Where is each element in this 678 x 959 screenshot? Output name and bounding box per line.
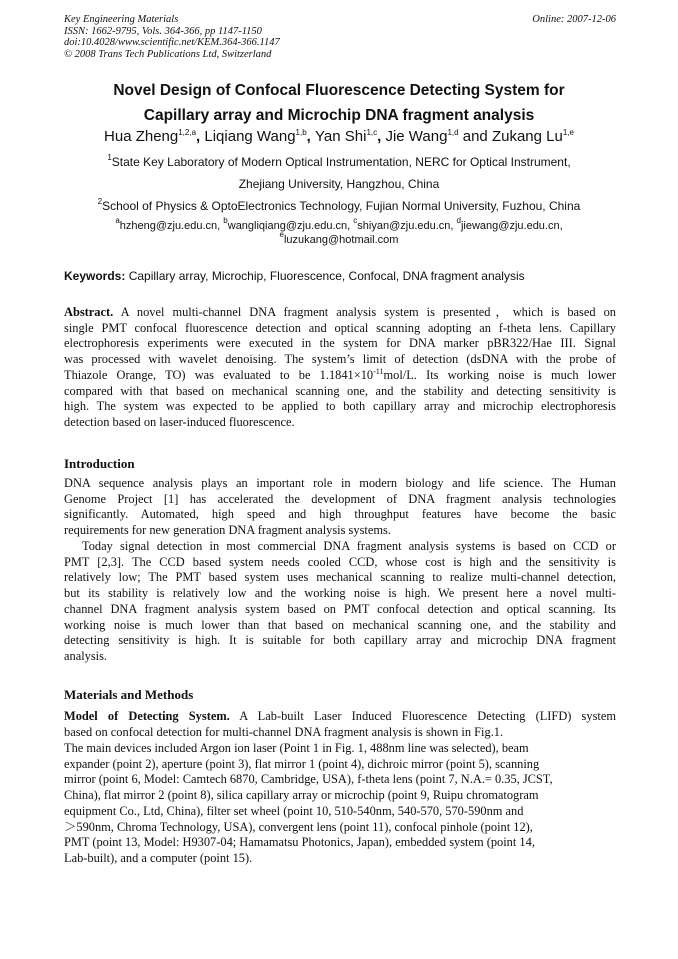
body-text: PMT (point 13, Model: H9307-04; Hamamatsu Photonics, Japan), embedded system (point 14,: [64, 835, 535, 850]
introduction-paragraph-1: [64, 476, 616, 539]
body-text: channel DNA fragment analysis system based on PMT confocal detection and optical scanning. Its: [64, 601, 616, 616]
abstract-text: A novel multi-channel DNA fragment analysis system is presented，which is based on: [113, 305, 616, 319]
body-text: detecting sensitivity is high. It is suitable for both capillary array and microchip DNA fragment: [64, 633, 616, 648]
body-text: DNA sequence analysis plays an important role in modern biology and life science. The Human: [64, 476, 616, 490]
abstract-text: mol/L. Its working noise is much lower: [383, 367, 616, 382]
abstract-text: compared with that based on mechanical scanning one, and the stability and detecting sensitivity is: [64, 383, 616, 398]
body-text: working noise is much lower than that based on mechanical scanning one, and the stability and: [64, 617, 616, 632]
abstract-text: electrophoresis experiments were executed in the system for DNA marker pBR322/Hae III. Signal: [64, 336, 616, 351]
body-text: based on confocal detection for multi-channel DNA fragment analysis is shown in Fig.1.: [64, 724, 504, 739]
journal-header: [64, 14, 616, 60]
journal-issn: ISSN: 1662-9795, Vols. 364-366, pp 1147-1150: [64, 25, 262, 37]
author-sup: 1,d: [447, 128, 459, 137]
author-and: and: [458, 128, 492, 145]
body-text: analysis.: [64, 648, 108, 663]
body-text: relatively low; The PMT based system uses mechanical scanning to realize multi-channel detection,: [64, 570, 616, 585]
email-sup: b: [223, 216, 228, 225]
email-sup: c: [353, 216, 358, 225]
body-text: PMT [2,3]. The CCD based system needs cooled CCD, whose cost is high and the sensitivity is: [64, 554, 616, 569]
journal-name: Key Engineering Materials: [64, 14, 179, 25]
email-link[interactable]: jiewang@zju.edu.cn: [460, 220, 560, 232]
title-line-1: Novel Design of Confocal Fluorescence Detecting System for: [113, 82, 565, 99]
affiliation-2: [64, 199, 614, 213]
abstract-text: was processed with wavelet denoising. The system’s limit of detection (dsDNA with the probe of: [64, 352, 616, 367]
body-text: requirements for new generation DNA fragment analysis systems.: [64, 523, 391, 538]
email-link[interactable]: hzheng@zju.edu.cn: [119, 220, 218, 232]
abstract-text: Thiazole Orange, TO) was evaluated to be 1.1841×10: [64, 367, 374, 382]
body-text: Genome Project [1] has accelerated the development of DNA fragment analysis technologies: [64, 491, 616, 506]
email-list: [64, 216, 614, 247]
email-sup: a: [115, 216, 120, 225]
subsection-label: Model of Detecting System.: [64, 709, 230, 723]
author-list: [64, 127, 614, 147]
keywords-label: Keywords:: [64, 269, 126, 283]
email-sup: e: [279, 230, 284, 239]
email-separator: ,: [217, 220, 224, 232]
author-name: Jie Wang: [385, 128, 448, 145]
body-text: significantly. Automated, high speed and high throughput features have become the basic: [64, 507, 616, 522]
journal-doi: doi:10.4028/www.scientific.net/KEM.364-366.1147: [64, 37, 280, 48]
online-date: Online: 2007-12-06: [532, 14, 616, 25]
author-name: Liqiang Wang: [204, 128, 296, 145]
email-separator: ,: [347, 220, 354, 232]
abstract-text: high. The system was expected to be applied to both capillary array and microchip electrophoresis: [64, 399, 616, 414]
paper-title: [64, 78, 614, 128]
body-text: China), flat mirror 2 (point 8), silica capillary array or microchip (point 9, Ruipu chromatogram: [64, 788, 539, 803]
journal-copyright: © 2008 Trans Tech Publications Ltd, Switzerland: [64, 48, 272, 60]
author-sup: 1,2,a: [178, 128, 197, 137]
author-sup: 1,b: [295, 128, 307, 137]
email-link[interactable]: wangliqiang@zju.edu.cn: [227, 220, 348, 232]
author-separator: ,: [196, 128, 205, 145]
affiliation-text: School of Physics & OptoElectronics Technology, Fujian Normal University, Fuzhou, China: [102, 199, 581, 213]
body-text: but its stability is relatively low and the working noise is high. We present here a novel multi-: [64, 586, 616, 601]
affiliation-1: [64, 155, 614, 169]
affiliation-text: State Key Laboratory of Modern Optical Instrumentation, NERC for Optical Instrument,: [111, 155, 571, 169]
author-sup: 1,e: [562, 128, 574, 137]
affiliation-text: Zhejiang University, Hangzhou, China: [238, 177, 440, 191]
exponent: -11: [373, 366, 384, 376]
body-text: ＞590nm, Chroma Technology, USA), convergent lens (point 11), confocal pinhole (point 12),: [64, 819, 533, 834]
body-text: Today signal detection in most commercial DNA fragment analysis systems is based on CCD or: [82, 539, 616, 553]
title-line-2: Capillary array and Microchip DNA fragment analysis: [143, 107, 535, 124]
author-separator: ,: [377, 128, 386, 145]
author-name: Hua Zheng: [104, 128, 179, 145]
email-link[interactable]: luzukang@hotmail.com: [283, 234, 399, 246]
keywords: [64, 269, 616, 283]
body-text: mirror (point 6, Model: Camtech 6870, Cambridge, USA), f-theta lens (point 7, N.A.= 0.35, JCST,: [64, 772, 553, 787]
methods-paragraph-1: [64, 709, 616, 740]
email-separator: ,: [559, 220, 563, 232]
author-name: Yan Shi: [315, 128, 367, 145]
abstract-label: Abstract.: [64, 305, 114, 319]
abstract-text: detection based on laser-induced fluorescence.: [64, 414, 295, 429]
body-text: Lab-built), and a computer (point 15).: [64, 850, 253, 865]
email-link[interactable]: shiyan@zju.edu.cn: [357, 220, 451, 232]
author-name: Zukang Lu: [491, 128, 563, 145]
abstract: [64, 305, 616, 431]
email-sup: d: [456, 216, 461, 225]
affiliation-sup: 1: [107, 153, 112, 162]
affiliation-1-cont: [64, 177, 614, 191]
body-text: The main devices included Argon ion laser (Point 1 in Fig. 1, 488nm line was selected), beam: [64, 741, 529, 755]
methods-paragraph-2: [64, 741, 616, 867]
section-heading-methods: Materials and Methods: [64, 687, 194, 702]
abstract-text: single PMT confocal fluorescence detection and optical scanning adopting an f-theta lens. Capillary: [64, 320, 616, 335]
affiliation-sup: 2: [97, 197, 103, 206]
body-text: A Lab-built Laser Induced Fluorescence Detecting (LIFD) system: [229, 709, 616, 723]
author-sup: 1,c: [366, 128, 378, 137]
body-text: equipment Co., Ltd, China), filter set wheel (point 10, 510-540nm, 540-570, 570-590nm and: [64, 803, 524, 818]
keywords-text: Capillary array, Microchip, Fluorescence, Confocal, DNA fragment analysis: [125, 269, 525, 283]
author-separator: ,: [306, 128, 316, 145]
introduction-paragraph-2: [64, 539, 616, 665]
body-text: expander (point 2), aperture (point 3), flat mirror 1 (point 4), dichroic mirror (point 5), scanning: [64, 756, 540, 771]
section-heading-introduction: Introduction: [64, 456, 135, 471]
email-separator: ,: [450, 220, 457, 232]
